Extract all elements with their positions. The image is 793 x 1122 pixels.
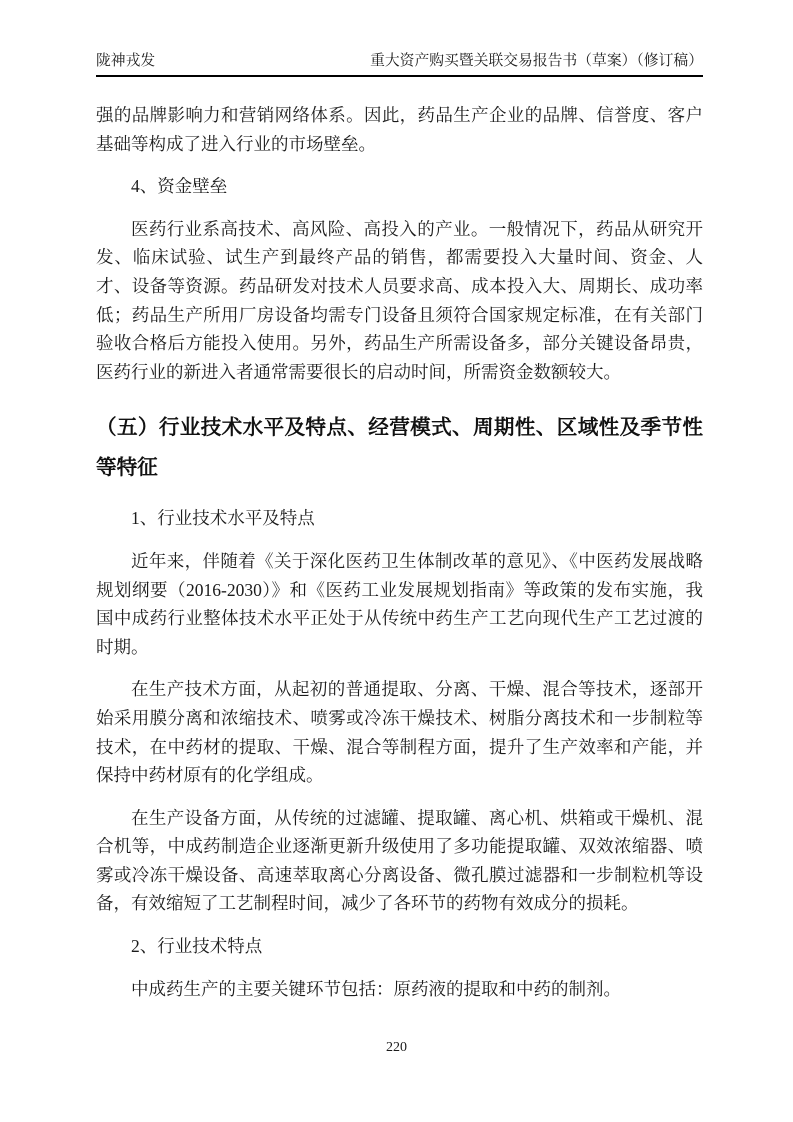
subheading-tech-characteristics: 2、行业技术特点 (131, 936, 263, 957)
page-header (96, 0, 703, 77)
header-document-title: 重大资产购买暨关联交易报告书（草案）（修订稿） (370, 53, 703, 69)
paragraph-production-equipment: 在生产设备方面，从传统的过滤罐、提取罐、离心机、烘箱或干燥机、混合机等，中成药制造企业逐渐更新升级使用了多功能提取罐、双效浓缩器、喷雾或冷冻干燥设备、高速萃取离心分离设备、微孔膜过滤器和一步制粒机等设备，有效缩短了工艺制程时间，减少了各环节的药物有效成分的损耗。 (96, 807, 703, 914)
subheading-tech-level: 1、行业技术水平及特点 (131, 508, 315, 529)
paragraph-policy: 近年来，伴随着《关于深化医药卫生体制改革的意见》、《中医药发展战略规划纲要（2016-2030）》和《医药工业发展规划指南》等政策的发布实施，我国中成药行业整体技术水平正处于从传统中药生产工艺向现代生产工艺过渡的时期。 (96, 550, 703, 657)
paragraph-key-steps: 中成药生产的主要关键环节包括：原药液的提取和中药的制剂。 (131, 978, 621, 999)
paragraph-brand-barrier-continuation: 强的品牌影响力和营销网络体系。因此，药品生产企业的品牌、信誉度、客户基础等构成了进入行业的市场壁垒。 (96, 105, 703, 154)
subheading-capital-barrier: 4、资金壁垒 (131, 176, 228, 197)
paragraph-production-technology: 在生产技术方面，从起初的普通提取、分离、干燥、混合等技术，逐部开始采用膜分离和浓缩技术、喷雾或冷冻干燥技术、树脂分离技术和一步制粒等技术，在中药材的提取、干燥、混合等制程方面，提升了生产效率和产能，并保持中药材原有的化学组成。 (96, 679, 703, 786)
document-body (96, 101, 703, 1003)
header-company-name: 陇神戎发 (96, 53, 156, 69)
page-number: 220 (386, 1040, 407, 1055)
section-heading-industry-tech: （五）行业技术水平及特点、经营模式、周期性、区域性及季节性等特征 (96, 416, 703, 480)
paragraph-capital-barrier: 医药行业系高技术、高风险、高投入的产业。一般情况下，药品从研究开发、临床试验、试生产到最终产品的销售，都需要投入大量时间、资金、人才、设备等资源。药品研发对技术人员要求高、成本投入大、周期长、成功率低；药品生产所用厂房设备均需专门设备且须符合国家规定标准，在有关部门验收合格后方能投入使用。另外，药品生产所需设备多，部分关键设备昂贵，医药行业的新进入者通常需要很长的启动时间，所需资金数额较大。 (96, 218, 703, 382)
